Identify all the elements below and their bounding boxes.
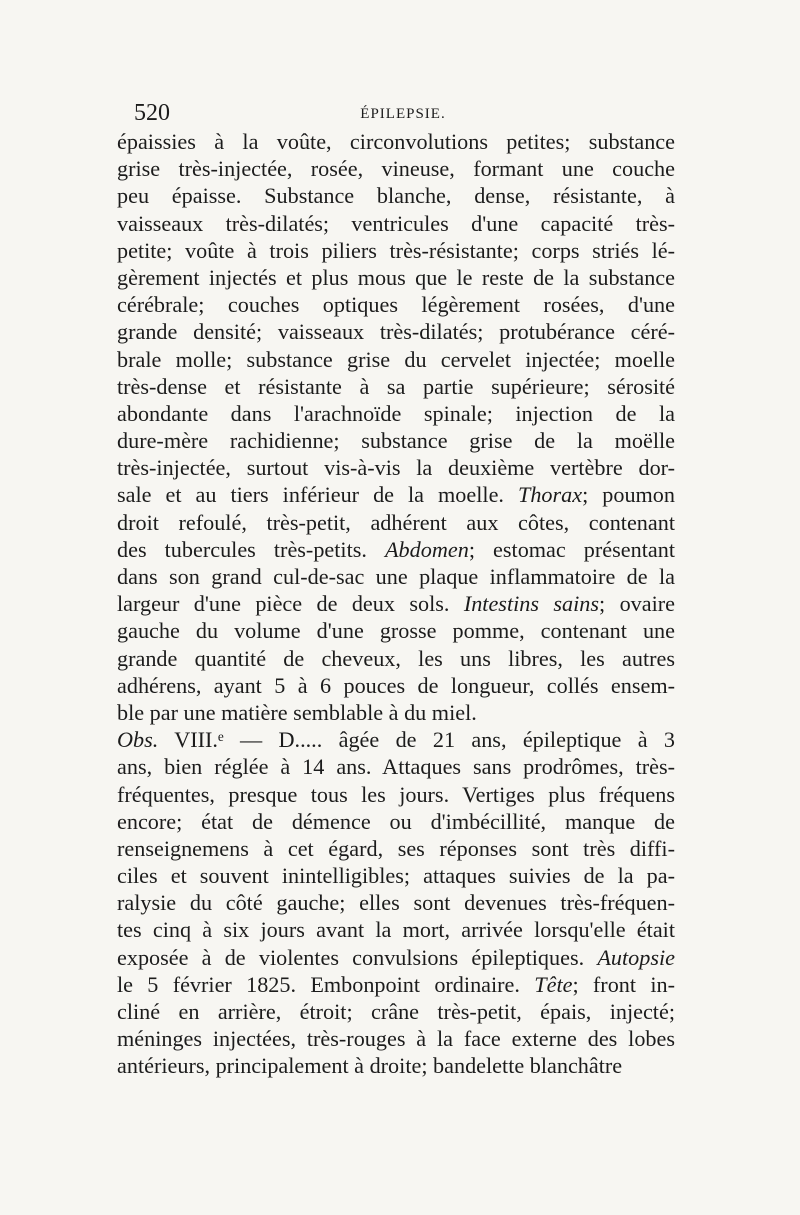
text-line [117, 672, 675, 699]
text-line [117, 889, 675, 916]
text-segment: dure-mère rachidienne; substance grise de la moëlle [117, 428, 675, 454]
page-header [134, 100, 672, 130]
text-line [117, 237, 675, 264]
text-line [117, 781, 675, 808]
text-line [117, 536, 675, 563]
text-segment: encore; état de démence ou d'imbécillité, manque de [117, 808, 675, 834]
text-line [117, 128, 675, 155]
text-line [117, 346, 675, 373]
text-segment: ralysie du côté gauche; elles sont devenues très-fréquen- [117, 890, 675, 916]
text-segment: vaisseaux très-dilatés; ventricules d'une capacité très- [117, 210, 675, 236]
text-line [117, 590, 675, 617]
text-segment: grande densité; vaisseaux très-dilatés; protubérance céré- [117, 319, 675, 345]
text-segment: antérieurs, principalement à droite; bandelette blanchâtre [117, 1053, 623, 1079]
body-text [117, 128, 675, 1080]
text-line [117, 264, 675, 291]
text-line [117, 944, 675, 971]
text-line [117, 155, 675, 182]
text-line [117, 699, 675, 726]
text-line [117, 998, 675, 1025]
text-segment: abondante dans l'arachnoïde spinale; injection de la [117, 400, 675, 426]
running-title: ÉPILEPSIE. [360, 106, 446, 122]
text-segment: méninges injectées, très-rouges à la face externe des lobes [117, 1026, 675, 1052]
italic-term: Abdomen [385, 536, 469, 562]
text-segment: droit refoulé, très-petit, adhérent aux côtes, contenant [117, 509, 675, 535]
text-segment: gauche du volume d'une grosse pomme, contenant une [117, 618, 675, 644]
text-line [117, 1052, 675, 1079]
text-line [117, 400, 675, 427]
text-segment: largeur d'une pièce de deux sols. [117, 591, 464, 617]
text-segment: des tubercules très-petits. [117, 536, 385, 562]
text-segment: VIII.ᵉ — D..... âgée de 21 ans, épileptique à 3 [158, 727, 675, 753]
text-segment: tes cinq à six jours avant la mort, arrivée lorsqu'elle était [117, 917, 675, 943]
text-line [117, 726, 675, 753]
text-segment: sale et au tiers inférieur de la moelle. [117, 482, 518, 508]
text-segment: renseignemens à cet égard, ses réponses sont très diffi- [117, 835, 675, 861]
text-line [117, 291, 675, 318]
text-segment: très-injectée, surtout vis-à-vis la deuxième vertèbre dor- [117, 455, 675, 481]
text-line [117, 862, 675, 889]
text-segment: le 5 février 1825. Embonpoint ordinaire. [117, 971, 535, 997]
text-line [117, 753, 675, 780]
text-line [117, 645, 675, 672]
text-line [117, 373, 675, 400]
text-segment: brale molle; substance grise du cervelet injectée; moelle [117, 346, 675, 372]
text-segment: petite; voûte à trois piliers très-résistante; corps striés lé- [117, 237, 675, 263]
text-line [117, 509, 675, 536]
text-line [117, 182, 675, 209]
text-segment: ciles et souvent inintelligibles; attaques suivies de la pa- [117, 863, 675, 889]
text-line [117, 454, 675, 481]
italic-term: Tête [534, 971, 573, 997]
text-segment: fréquentes, presque tous les jours. Vertiges plus fréquens [117, 781, 675, 807]
text-line [117, 210, 675, 237]
page-number: 520 [134, 100, 170, 126]
text-segment: ; ovaire [599, 591, 676, 617]
text-segment: ble par une matière semblable à du miel. [117, 699, 477, 725]
text-segment: grise très-injectée, rosée, vineuse, formant une couche [117, 156, 675, 182]
text-segment: cérébrale; couches optiques légèrement rosées, d'une [117, 292, 675, 318]
text-line [117, 617, 675, 644]
text-segment: ans, bien réglée à 14 ans. Attaques sans prodrômes, très- [117, 754, 675, 780]
text-line [117, 835, 675, 862]
text-segment: dans son grand cul-de-sac une plaque inflammatoire de la [117, 564, 675, 589]
text-line [117, 563, 675, 590]
text-segment: cliné en arrière, étroit; crâne très-petit, épais, injecté; [117, 999, 675, 1024]
text-segment: adhérens, ayant 5 à 6 pouces de longueur, collés ensem- [117, 672, 675, 698]
italic-term: Thorax [517, 482, 583, 508]
text-segment: grande quantité de cheveux, les uns libres, les autres [117, 645, 675, 671]
text-segment: ; front in- [572, 971, 675, 997]
italic-term: Intestins sains [463, 591, 600, 617]
text-line [117, 916, 675, 943]
text-segment: épaissies à la voûte, circonvolutions petites; substance [117, 129, 675, 154]
text-segment: peu épaisse. Substance blanche, dense, résistante, à [117, 183, 675, 209]
text-segment: ; estomac présentant [468, 536, 675, 562]
text-line [117, 481, 675, 508]
text-segment: exposée à de violentes convulsions épileptiques. [117, 944, 598, 970]
text-line [117, 971, 675, 998]
text-line [117, 427, 675, 454]
text-segment: gèrement injectés et plus mous que le reste de la substance [117, 264, 675, 290]
text-segment: ; poumon [582, 482, 675, 508]
text-line [117, 1025, 675, 1052]
text-line [117, 808, 675, 835]
text-line [117, 318, 675, 345]
italic-term: Autopsie [597, 944, 675, 970]
italic-term: Obs. [117, 727, 159, 753]
text-segment: très-dense et résistante à sa partie supérieure; sérosité [117, 373, 675, 399]
